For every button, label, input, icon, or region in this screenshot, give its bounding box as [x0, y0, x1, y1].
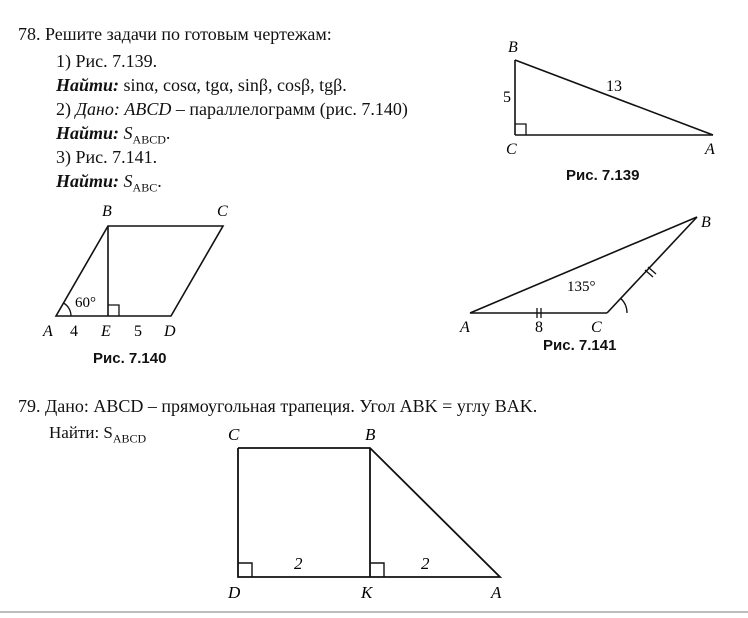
find-label: Найти: — [56, 75, 120, 95]
segment-ae-length: 4 — [70, 323, 78, 340]
problem-79-header: 79. Дано: ABCD – прямоугольная трапеция. Угол ABK = углу BAK. — [18, 396, 538, 416]
given-value: – параллелограмм (рис. 7.140) — [175, 99, 408, 119]
vertex-b-label: B — [508, 39, 518, 56]
given-label: Дано: — [75, 99, 120, 119]
figure-7-139 — [490, 30, 740, 190]
find-label: Найти: — [56, 123, 120, 143]
vertex-k-label: K — [361, 583, 373, 602]
problem-78-header: 78. Решите задачи по готовым чертежам: — [18, 24, 332, 44]
side-ac-length: 8 — [535, 319, 543, 336]
vertex-c-label: C — [506, 141, 517, 158]
area-subscript: ABC — [132, 180, 158, 195]
vertex-b-label: B — [102, 203, 112, 220]
vertex-a-label: A — [491, 583, 502, 602]
figure-7-141-caption: Рис. 7.141 — [543, 337, 617, 354]
bottom-divider — [0, 611, 748, 613]
find-value: sinα, cosα, tgα, sinβ, cosβ, tgβ. — [123, 75, 347, 95]
vertex-d-label: D — [228, 583, 241, 602]
problem-78-find-1 — [56, 75, 347, 96]
trapezoid-outline — [238, 448, 500, 577]
figure-7-140-caption: Рис. 7.140 — [93, 350, 167, 367]
problem-79-find — [49, 423, 146, 446]
vertex-c-label: C — [591, 319, 602, 336]
area-symbol: S — [123, 123, 133, 143]
item-number: 2) — [56, 99, 71, 119]
area-subscript: ABCD — [112, 431, 147, 446]
side-ab-length: 13 — [606, 78, 622, 95]
trailing-dot: . — [157, 171, 162, 191]
right-angle-mark-k — [370, 563, 384, 577]
problem-78-find-3 — [56, 171, 162, 196]
angle-60-label: 60° — [75, 295, 96, 311]
segment-ed-length: 5 — [134, 323, 142, 340]
side-ab — [470, 217, 697, 313]
area-symbol: S — [123, 171, 133, 191]
find-label: Найти: — [56, 171, 120, 191]
side-ab — [515, 60, 713, 135]
vertex-e-label: E — [101, 323, 111, 340]
vertex-a-label: A — [460, 319, 470, 336]
vertex-c-label: C — [228, 425, 240, 444]
vertex-a-label: A — [43, 323, 53, 340]
figure-trapezoid — [215, 418, 515, 608]
segment-dk-length: 2 — [294, 554, 303, 573]
right-angle-mark-d — [238, 563, 252, 577]
figure-7-141 — [455, 205, 735, 345]
vertex-a-label: A — [705, 141, 715, 158]
figure-7-139-caption: Рис. 7.139 — [566, 167, 640, 184]
side-cb — [607, 217, 697, 313]
angle-arc — [64, 303, 72, 316]
trailing-dot: . — [165, 123, 171, 143]
right-angle-mark — [515, 124, 526, 135]
vertex-b-label: B — [701, 214, 711, 231]
problem-78-find-2 — [56, 123, 170, 148]
right-angle-mark — [108, 305, 119, 316]
find-label: Найти: S — [49, 423, 113, 442]
angle-arc — [621, 298, 627, 313]
area-subscript: ABCD — [132, 132, 166, 147]
angle-135-label: 135° — [567, 279, 596, 295]
problem-78-item-3: 3) Рис. 7.141. — [56, 147, 158, 167]
problem-78-item-1: 1) Рис. 7.139. — [56, 51, 158, 71]
vertex-b-label: B — [365, 425, 376, 444]
vertex-d-label: D — [164, 323, 176, 340]
segment-ka-length: 2 — [421, 554, 430, 573]
problem-78-item-2 — [56, 99, 408, 120]
vertex-c-label: C — [217, 203, 228, 220]
given-figure-name: ABCD — [124, 99, 172, 119]
figure-7-140 — [38, 196, 238, 346]
side-bc-length: 5 — [503, 89, 511, 106]
